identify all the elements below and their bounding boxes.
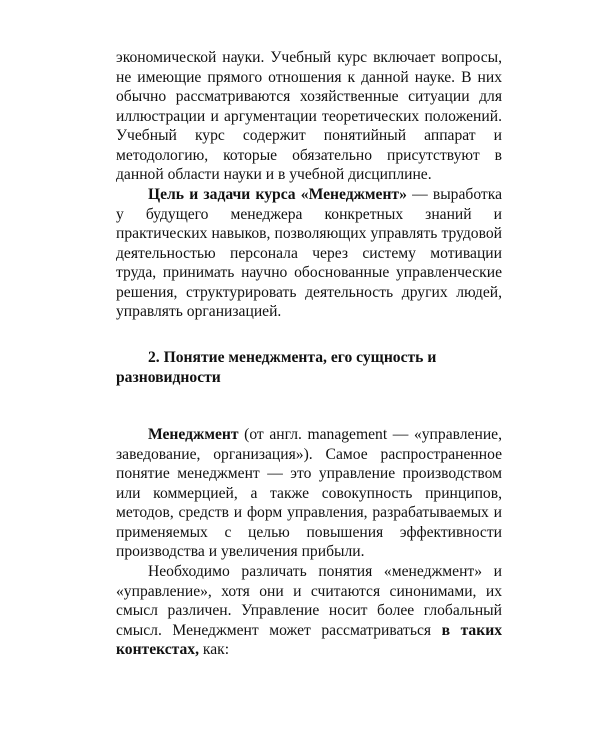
management-term: Менеджмент <box>148 426 239 443</box>
paragraph-course-goal <box>116 185 502 322</box>
paragraph-management-definition <box>116 425 502 562</box>
paragraph-text: (от англ. management — «управление, заведование, организация»). Самое распространенное понятие менеджмент — это управление производством или коммерцией, а также совокупность принципов, методов, средств и форм управления, разрабатываемых и применяемых с целью повышения эффективности производства и увеличения прибыли. <box>116 426 502 560</box>
paragraph-text-end: как: <box>199 641 230 658</box>
paragraph-text: экономической науки. Учебный курс включает вопросы, не имеющие прямого отношения к данной науке. В них обычно рассматриваются хозяйственные ситуации для иллюстрации и аргументации теоретических положений. Учебный курс содержит понятийный аппарат и методологию, которые обязательно присутствуют в данной области науки и в учебной дисциплине. <box>116 49 502 183</box>
section-heading <box>116 348 502 387</box>
section-title: Понятие менеджмента, его сущность и разновидности <box>116 349 437 386</box>
paragraph-text: — выработка у будущего менеджера конкретных знаний и практических навыков, позволяющих управлять трудовой деятельностью персонала через систему мотивации труда, принимать научно обоснованные управленческие решения, структурировать деятельность других людей, управлять организацией. <box>116 186 502 320</box>
contexts-term: в таких контекстах, <box>116 621 502 658</box>
course-goal-term: Цель и задачи курса «Менеджмент» <box>148 186 407 203</box>
section-number: 2. <box>148 349 160 366</box>
paragraph-text: Необходимо различать понятия «менеджмент» и «управление», хотя они и считаются синонимами, их смысл различен. Управление носит более глобальный смысл. Менеджмент может рассматриваться <box>116 563 502 639</box>
paragraph-course-content <box>116 48 502 185</box>
paragraph-management-vs-control <box>116 562 502 660</box>
